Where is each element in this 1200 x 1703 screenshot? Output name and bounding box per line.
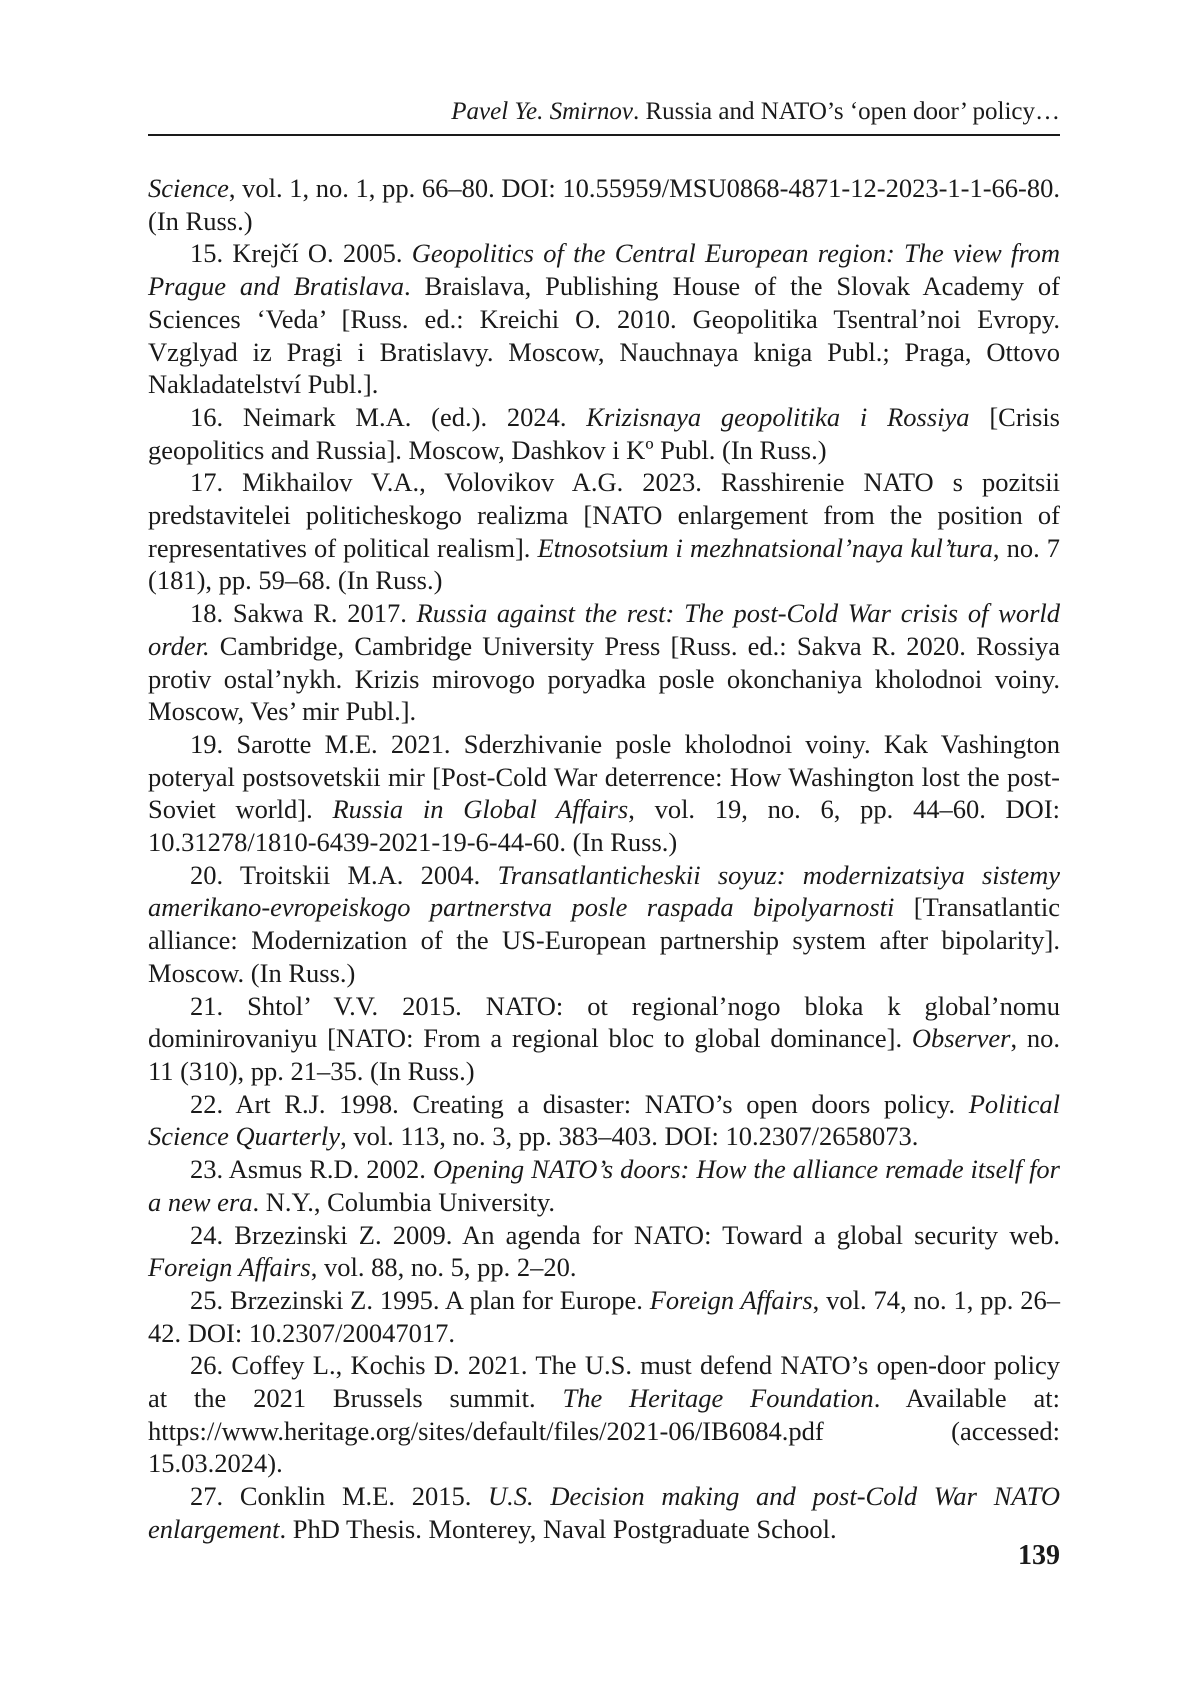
reference-list: [148, 172, 1060, 1546]
reference-italic-text: Political Science Quarterly: [148, 1088, 1060, 1152]
reference-text: . PhD Thesis. Monterey, Naval Postgraduate School.: [279, 1513, 837, 1544]
reference-text: , no. 7 (181), pp. 59–68. (In Russ.): [148, 532, 1060, 596]
reference-item: [148, 1219, 1060, 1284]
reference-text: 25. Brzezinski Z. 1995. A plan for Europe.: [190, 1284, 650, 1315]
reference-text: 19. Sarotte M.E. 2021. Sderzhivanie posle kholodnoi voiny. Kak Vashington poteryal postsovetskii mir [Post-Cold War deterrence: How Washington lost the post-Soviet world].: [148, 728, 1060, 825]
reference-text: , no. 11 (310), pp. 21–35. (In Russ.): [148, 1023, 1060, 1086]
reference-text: 18. Sakwa R. 2017.: [190, 598, 417, 629]
reference-text: 17. Mikhailov V.A., Volovikov A.G. 2023. Rasshirenie NATO s pozitsii predstavitelei politicheskogo realizma [NATO enlargement from the position of representatives of political realism].: [148, 467, 1060, 563]
reference-item: [148, 1349, 1060, 1480]
reference-italic-text: Opening NATO’s doors: How the alliance remade itself for a new era: [148, 1154, 1060, 1217]
reference-text: [Transatlantic alliance: Modernization of the US-European partnership system after bipolarity]. Moscow. (In Russ.): [148, 892, 1061, 988]
reference-text: 16. Neimark M.A. (ed.). 2024.: [190, 401, 587, 432]
reference-italic-text: U.S. Decision making and post-Cold War NATO enlargement: [148, 1481, 1060, 1544]
reference-italic-text: Russia in Global Affairs: [332, 794, 629, 825]
reference-item: [148, 172, 1060, 237]
reference-text: . N.Y., Columbia University.: [252, 1186, 556, 1217]
reference-item: [148, 401, 1060, 466]
reference-item: [148, 990, 1060, 1088]
reference-item: [148, 1088, 1060, 1153]
reference-text: 23. Asmus R.D. 2002.: [190, 1154, 433, 1185]
reference-text: Cambridge, Cambridge University Press [Russ. ed.: Sakva R. 2020. Rossiya protiv ostal’nykh. Krizis mirovogo poryadka posle okonchaniya kholodnoi voiny. Moscow, Ves’ mir Publ.].: [148, 630, 1060, 727]
page-number: 139: [1018, 1540, 1060, 1571]
reference-item: [148, 597, 1060, 728]
reference-text: , vol. 1, no. 1, pp. 66–80. DOI: 10.55959/MSU0868-4871-12-2023-1-1-66-80. (In Russ.): [148, 173, 1060, 236]
reference-text: , vol. 88, no. 5, pp. 2–20.: [310, 1252, 577, 1283]
reference-item: [148, 728, 1060, 859]
reference-italic-text: Foreign Affairs: [148, 1252, 311, 1283]
reference-italic-text: Russia against the rest: The post-Cold War crisis of world order.: [148, 598, 1060, 661]
reference-text: 21. Shtol’ V.V. 2015. NATO: ot regional’nogo bloka k global’nomu dominirovaniyu [NATO: From a regional bloc to global dominance].: [148, 990, 1060, 1054]
reference-italic-text: Transatlanticheskii soyuz: modernizatsiya sistemy amerikano-evropeiskogo partnerstva posle raspada bipolyarnosti: [148, 859, 1060, 923]
reference-item: [148, 1284, 1060, 1349]
header-title: . Russia and NATO’s ‘open door’ policy…: [632, 98, 1060, 125]
reference-text: 26. Coffey L., Kochis D. 2021. The U.S. must defend NATO’s open-door policy at the 2021 Brussels summit.: [148, 1350, 1060, 1414]
reference-text: , vol. 113, no. 3, pp. 383–403. DOI: 10.2307/2658073.: [340, 1121, 919, 1152]
running-header: [148, 96, 1060, 136]
reference-text: 27. Conklin M.E. 2015.: [190, 1481, 489, 1512]
reference-item: [148, 1153, 1060, 1218]
reference-italic-text: The Heritage Foundation: [562, 1383, 874, 1414]
reference-text: 20. Troitskii M.A. 2004.: [190, 859, 498, 890]
reference-text: . Available at: https://www.heritage.org/sites/default/files/2021-06/IB6084.pdf (accessed: 15.03.2024).: [148, 1383, 1060, 1479]
reference-italic-text: Observer: [911, 1023, 1011, 1054]
reference-text: 24. Brzezinski Z. 2009. An agenda for NATO: Toward a global security web.: [190, 1219, 1060, 1250]
reference-italic-text: Etnosotsium i mezhnatsional’naya kul’tura: [537, 532, 993, 563]
reference-italic-text: Science: [148, 173, 229, 203]
reference-text: . Braislava, Publishing House of the Slovak Academy of Sciences ‘Veda’ [Russ. ed.: Kreichi O. 2010. Geopolitika Tsentral’noi Evropy. Vzglyad iz Pragi i Bratislavy. Moscow, Nauchnaya kniga Publ.; Praga, Ottovo Nakladatelství Publ.].: [148, 271, 1060, 400]
reference-item: [148, 1480, 1060, 1545]
reference-item: [148, 466, 1060, 597]
reference-italic-text: Krizisnaya geopolitika i Rossiya: [586, 401, 970, 432]
header-author: Pavel Ye. Smirnov: [451, 98, 633, 125]
reference-text: 15. Krejčí O. 2005.: [190, 238, 412, 269]
reference-text: , vol. 74, no. 1, pp. 26–42. DOI: 10.2307/20047017.: [148, 1284, 1060, 1348]
reference-text: [Crisis geopolitics and Russia]. Moscow, Dashkov i Kº Publ. (In Russ.): [148, 401, 1060, 465]
reference-italic-text: Foreign Affairs: [649, 1284, 813, 1315]
reference-text: , vol. 19, no. 6, pp. 44–60. DOI: 10.31278/1810-6439-2021-19-6-44-60. (In Russ.): [148, 794, 1061, 858]
reference-item: [148, 237, 1060, 401]
reference-item: [148, 859, 1060, 990]
reference-text: 22. Art R.J. 1998. Creating a disaster: NATO’s open doors policy.: [190, 1088, 969, 1119]
reference-italic-text: Geopolitics of the Central European region: The view from Prague and Bratislava: [148, 238, 1060, 302]
